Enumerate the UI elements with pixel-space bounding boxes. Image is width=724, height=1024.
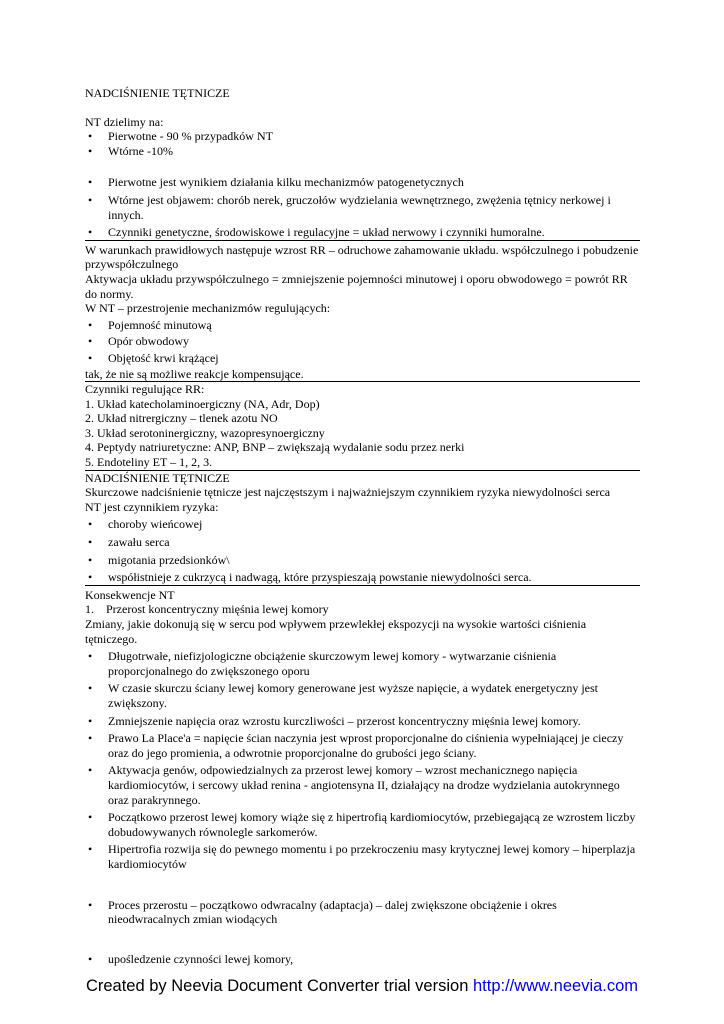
list-item: • choroby wieńcowej — [85, 517, 640, 532]
list-item: • Zmniejszenie napięcia oraz wzrostu kurczliwości – przerost koncentryczny mięśnia lewej komory. — [85, 714, 640, 729]
paragraph: Skurczowe nadciśnienie tętnicze jest najczęstszym i najważniejszym czynnikiem ryzyka niewydolności serca — [85, 485, 611, 500]
list-item: • W czasie skurczu ściany lewej komory generowane jest wyższe napięcie, a wydatek energetyczny jest zwiększony. — [85, 681, 640, 710]
intro-text: NT dzielimy na: — [85, 114, 164, 129]
list-item: • Długotrwałe, niefizjologiczne obciążenie skurczowym lewej komory - wytwarzanie ciśnienia proporcjonalnego do zwiększonego oporu — [85, 649, 640, 678]
process-list — [85, 898, 640, 927]
list-item: • Objętość krwi krążącej — [85, 351, 640, 366]
paragraph: NT jest czynnikiem ryzyka: — [85, 499, 219, 514]
list-item: • migotania przedsionków\ — [85, 553, 640, 568]
list-item: • Czynniki genetyczne, środowiskowe i regulacyjne = układ nerwowy i czynniki humoralne. — [85, 225, 640, 241]
types-list — [85, 129, 640, 158]
converter-footer — [0, 977, 724, 996]
mechanisms-list — [85, 318, 640, 366]
paragraph: Aktywacja układu przywspółczulnego = zmniejszenie pojemności minutowej i oporu obwodowego = powrót RR do normy. — [85, 271, 628, 301]
factor-item: 1. Układ katecholaminoergiczny (NA, Adr, Dop) — [85, 396, 320, 411]
list-item: • Pierwotne - 90 % przypadków NT — [85, 129, 640, 144]
section-title: NADCIŚNIENIE TĘTNICZE — [85, 470, 230, 485]
list-item: • Opór obwodowy — [85, 334, 640, 349]
factor-item: 2. Układ nitrergiczny – tlenek azotu NO — [85, 411, 278, 426]
list-item: • upośledzenie czynności lewej komory, — [85, 952, 640, 967]
paragraph: W NT – przestrojenie mechanizmów regulujących: — [85, 301, 331, 316]
page-title: NADCIŚNIENIE TĘTNICZE — [85, 86, 230, 100]
list-item: • Aktywacja genów, odpowiedzialnych za przerost lewej komory – wzrost mechanicznego napięcia kardiomiocytów, i sercowy układ renina - angiotensyna II, działający na drodze wydzielania autokrynnego oraz parakrynnego. — [85, 763, 640, 807]
list-item: • zawału serca — [85, 535, 640, 550]
consequence-item: 1. Przerost koncentryczny mięśnia lewej komory — [85, 602, 329, 617]
footer-link[interactable]: http://www.neevia.com — [472, 977, 639, 995]
list-item: • współistnieje z cukrzycą i nadwagą, które przyspieszają powstanie niewydolności serca. — [85, 570, 640, 586]
list-item: • Wtórne -10% — [85, 144, 640, 159]
causes-list — [85, 175, 640, 240]
factor-item: 4. Peptydy natriuretyczne: ANP, BNP – zwiększają wydalanie sodu przez nerki — [85, 440, 465, 455]
last-list — [85, 952, 640, 967]
list-item: • Pierwotne jest wynikiem działania kilku mechanizmów patogenetycznych — [85, 175, 640, 190]
footer-text: Created by Neevia Document Converter trial version — [85, 977, 473, 995]
list-item: • Hipertrofia rozwija się do pewnego momentu i po przekroczeniu masy krytycznej lewej komory – hiperplazja kardiomiocytów — [85, 842, 640, 871]
list-item: • Proces przerostu – początkowo odwracalny (adaptacja) – dalej zwiększone obciążenie i okres nieodwracalnych zmian wiodących — [85, 898, 640, 927]
risks-list — [85, 517, 640, 585]
factor-item: 5. Endoteliny ET – 1, 2, 3. — [85, 455, 640, 471]
document-body — [85, 86, 640, 967]
list-item: • Pojemność minutową — [85, 318, 640, 333]
list-item: • Prawo La Place'a = napięcie ścian naczynia jest wprost proporcjonalne do ciśnienia wypełniającej je cieczy oraz do jego promienia, a odwrotnie proporcjonalne do grubości jego ściany. — [85, 731, 640, 760]
paragraph: tak, że nie są możliwe reakcje kompensujące. — [85, 367, 640, 383]
list-item: • Początkowo przerost lewej komory wiąże się z hipertrofią kardiomiocytów, przebiegającą ze wzrostem liczby dobudowywanych równolegle sarkomerów. — [85, 810, 640, 839]
section-title: Czynniki regulujące RR: — [85, 382, 205, 397]
changes-list — [85, 649, 640, 871]
paragraph: Zmiany, jakie dokonują się w sercu pod wpływem przewlekłej ekspozycji na wysokie wartości ciśnienia tętniczego. — [85, 617, 587, 646]
paragraph: W warunkach prawidłowych następuje wzrost RR – odruchowe zahamowanie układu. współczulnego i pobudzenie przywspółczulnego — [85, 242, 639, 272]
section-title: Konsekwencje NT — [85, 587, 175, 602]
list-item: • Wtórne jest objawem: chorób nerek, gruczołów wydzielania wewnętrznego, zwężenia tętnicy nerkowej i innych. — [85, 193, 640, 222]
factor-item: 3. Układ serotoninergiczny, wazopresynoergiczny — [85, 425, 325, 440]
